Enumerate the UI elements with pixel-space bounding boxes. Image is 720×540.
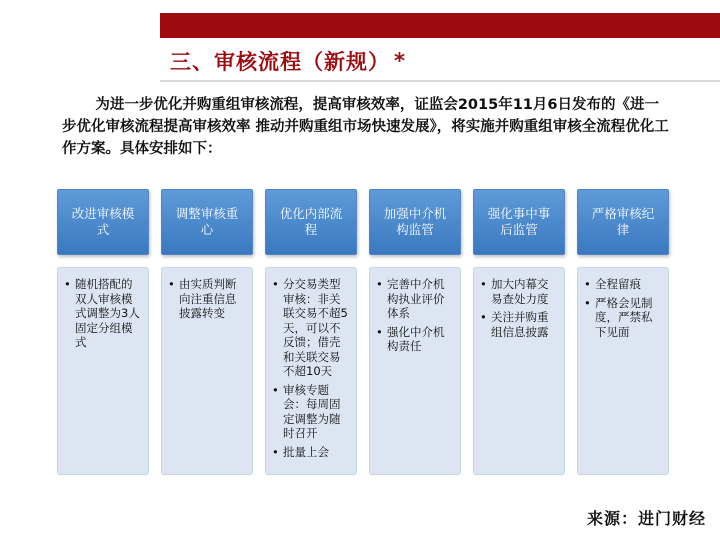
column-heading-text: 强化事中事后监管 [487, 206, 551, 237]
column-body [161, 267, 253, 475]
column-heading [161, 189, 253, 255]
page-title-row [170, 44, 405, 78]
list-item: • 关注并购重组信息披露 [480, 310, 558, 339]
column-5 [473, 189, 565, 339]
list-item: • 严格会见制度，严禁私下见面 [584, 296, 662, 340]
column-4 [369, 189, 461, 353]
column-heading [473, 189, 565, 255]
list-item: • 加大内幕交易查处力度 [480, 277, 558, 306]
column-3 [265, 189, 357, 459]
column-heading-text: 优化内部流程 [279, 206, 343, 237]
column-heading [57, 189, 149, 255]
intro-paragraph: 为进一步优化并购重组审核流程，提高审核效率，证监会2015年11月6日发布的《进一步优化审核流程提高审核效率 推动并购重组市场快速发展》，将实施并购重组审核全流程优化工作方案。具体安排如下： [62, 97, 669, 157]
list-item: • 分交易类型审核：非关联交易不超5天，可以不反馈；借壳和关联交易不超10天 [272, 277, 350, 379]
list-item: • 强化中介机构责任 [376, 325, 454, 354]
list-item: • 批量上会 [272, 445, 350, 460]
column-6 [577, 189, 669, 339]
list-item: • 完善中介机构执业评价体系 [376, 277, 454, 321]
column-heading-text: 调整审核重心 [175, 206, 239, 237]
list-item: • 随机搭配的双人审核模式调整为3人固定分组模式 [64, 277, 142, 350]
column-body [265, 267, 357, 475]
column-heading-text: 改进审核模式 [71, 206, 135, 237]
column-body [473, 267, 565, 475]
column-heading [265, 189, 357, 255]
title-divider [160, 80, 720, 82]
title-star: * [394, 49, 405, 73]
source-label: 来源：进门财经 [586, 509, 706, 528]
column-2 [161, 189, 253, 320]
page-title: 三、审核流程（新规） [170, 50, 390, 74]
column-body [577, 267, 669, 475]
column-1 [57, 189, 149, 349]
column-heading [369, 189, 461, 255]
list-item: • 全程留痕 [584, 277, 662, 292]
column-heading [577, 189, 669, 255]
process-columns [57, 189, 669, 477]
column-heading-text: 严格审核纪律 [591, 206, 655, 237]
header-accent-bar [160, 13, 720, 38]
column-heading-text: 加强中介机构监管 [383, 206, 447, 237]
list-item: • 由实质判断向注重信息披露转变 [168, 277, 246, 321]
column-body [57, 267, 149, 475]
list-item: • 审核专题会：每周固定调整为随时召开 [272, 383, 350, 441]
column-body [369, 267, 461, 475]
